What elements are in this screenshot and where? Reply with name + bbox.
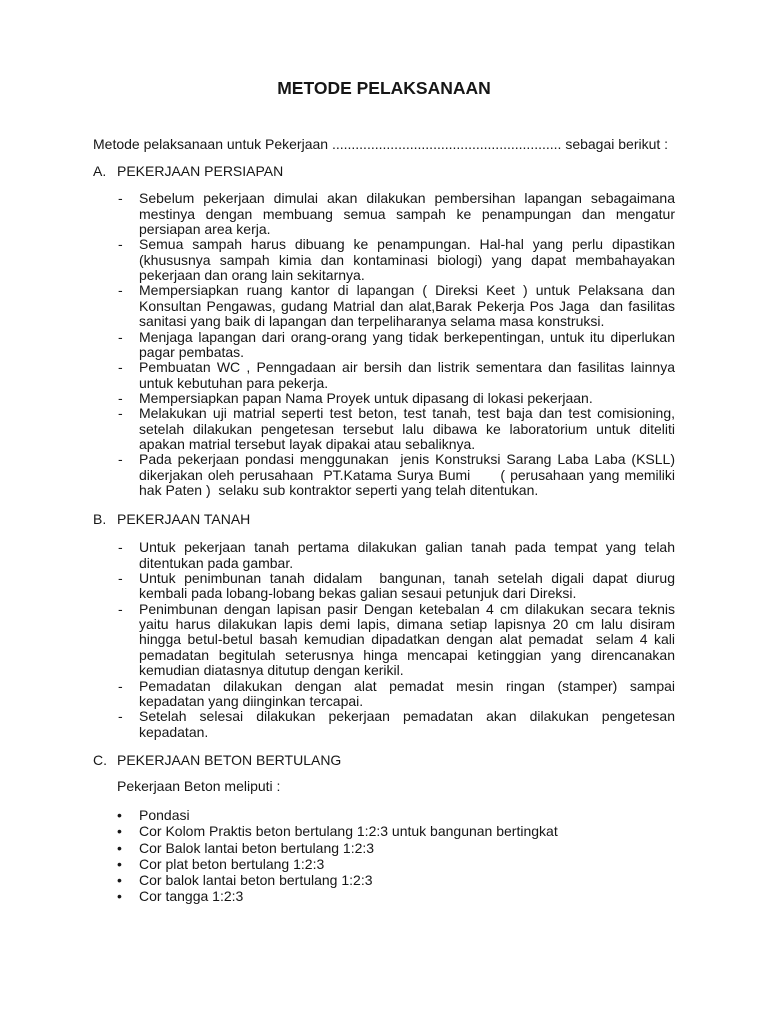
dash-marker: - (118, 236, 123, 253)
item-line: Melakukan uji matrial seperti test beton, test tanah, test baja dan test comisioning, (139, 405, 675, 422)
list-item (118, 405, 675, 453)
bullet-text: Cor tangga 1:2:3 (139, 888, 244, 905)
section-b-list (118, 539, 675, 740)
bullet-marker: • (117, 823, 122, 840)
dash-marker: - (118, 539, 123, 556)
item-line: kemudian diatasnya ditutup dengan kerikil. (139, 662, 404, 679)
item-line: hingga betul-betul basah kemudian dipadatkan dengan alat pemadat selam 4 kali (139, 631, 675, 648)
list-item (118, 451, 675, 499)
list-item (118, 389, 675, 406)
bullet-marker: • (117, 872, 122, 889)
item-line: (khususnya sampah kimia dan kontaminasi biologi) yang dapat membahayakan (139, 251, 675, 268)
item-line: sanitasi yang baik di lapangan dan terpeliharanya selama masa konstruksi. (139, 313, 605, 330)
dash-marker: - (118, 328, 123, 345)
item-line: Penimbunan dengan lapisan pasir Dengan ketebalan 4 cm dilakukan secara teknis (139, 600, 675, 617)
dash-marker: - (118, 600, 123, 617)
document-title: METODE PELAKSANAAN (277, 78, 491, 98)
item-line: yaitu harus dilakukan lapis demi lapis, dimana setiap lapisnya 20 cm lalu disiram (139, 616, 675, 633)
bullet-item (117, 839, 675, 856)
section-heading-c (93, 753, 341, 768)
list-item (118, 359, 675, 391)
bullet-marker: • (117, 855, 122, 872)
section-title: PEKERJAAN TANAH (117, 511, 251, 528)
list-item (118, 570, 675, 602)
bullet-text: Cor balok lantai beton bertulang 1:2:3 (139, 872, 373, 889)
section-heading-a (93, 164, 283, 179)
item-line: mestinya dengan membuang semua sampah ke penampungan dan mengatur (139, 205, 675, 222)
item-line: pemadatan begitulah seterusnya hinga mencapai ketinggian yang direncanakan (139, 646, 675, 663)
item-line: apakan matrial tersebut layak dipakai atau sebaliknya. (139, 436, 476, 453)
item-line: pekerjaan dan orang lain sekitarnya. (139, 267, 365, 284)
bullet-marker: • (117, 807, 122, 824)
intro-line: Metode pelaksanaan untuk Pekerjaan ........................................................... sebagai berikut : (93, 136, 669, 153)
bullet-item (117, 872, 675, 889)
item-line: kepadatan. (139, 723, 209, 740)
item-line: Pada pekerjaan pondasi menggunakan jenis Konstruksi Sarang Laba Laba (KSLL) (139, 451, 675, 468)
section-title: PEKERJAAN PERSIAPAN (117, 163, 284, 180)
section-letter: A. (93, 163, 107, 180)
bullet-item (117, 855, 675, 872)
list-item (118, 236, 675, 284)
dash-marker: - (118, 282, 123, 299)
item-line: hak Paten ) selaku sub kontraktor seperti yang telah ditentukan. (139, 482, 539, 499)
section-letter: C. (93, 752, 107, 769)
item-line: Pemadatan dilakukan dengan alat pemadat mesin ringan (stamper) sampai (139, 677, 675, 694)
item-line: Untuk penimbunan tanah didalam bangunan, tanah setelah digali dapat diurug (139, 570, 675, 587)
bullet-marker: • (117, 839, 122, 856)
item-line: Setelah selesai dilakukan pekerjaan pemadatan akan dilakukan pengetesan (139, 708, 675, 725)
dash-marker: - (118, 570, 123, 587)
dash-marker: - (118, 451, 123, 468)
section-heading-b (93, 512, 250, 527)
bullet-text: Cor Kolom Praktis beton bertulang 1:2:3 untuk bangunan bertingkat (139, 823, 558, 840)
bullet-item (117, 807, 675, 824)
item-line: persiapan area kerja. (139, 221, 271, 238)
item-line: pagar pembatas. (139, 343, 245, 360)
list-item (118, 708, 675, 740)
item-line: Konsultan Pengawas, gudang Matrial dan alat,Barak Pekerja Pos Jaga dan fasilitas (139, 297, 675, 314)
item-line: Mempersiapkan ruang kantor di lapangan ( Direksi Keet ) untuk Pelaksana dan (139, 282, 675, 299)
item-line: ditentukan pada gambar. (139, 554, 294, 571)
list-item (118, 677, 675, 710)
bullet-marker: • (117, 888, 122, 905)
bullet-item (117, 823, 675, 840)
item-line: Mempersiapkan papan Nama Proyek untuk dipasang di lokasi pekerjaan. (139, 389, 593, 406)
item-line: Sebelum pekerjaan dimulai akan dilakukan pembersihan lapangan sebagaimana (139, 190, 675, 207)
list-item (118, 282, 675, 330)
bullet-text: Pondasi (139, 807, 190, 824)
item-line: kepadatan yang diinginkan tercapai. (139, 692, 364, 709)
bullet-text: Cor plat beton bertulang 1:2:3 (139, 855, 325, 872)
section-a-list (118, 190, 675, 499)
list-item (118, 328, 675, 361)
item-line: untuk kebutuhan para pekerja. (139, 374, 329, 391)
item-line: Untuk pekerjaan tanah pertama dilakukan galian tanah pada tempat yang telah (139, 539, 675, 556)
dash-marker: - (118, 677, 123, 694)
section-intro: Pekerjaan Beton meliputi : (117, 778, 281, 795)
dash-marker: - (118, 389, 123, 406)
item-line: Semua sampah harus dibuang ke penampungan. Hal-hal yang perlu dipastikan (139, 236, 675, 253)
bullet-item (117, 888, 675, 905)
section-c-bullet-list (117, 807, 675, 905)
section-letter: B. (93, 511, 107, 528)
dash-marker: - (118, 405, 123, 422)
dash-marker: - (118, 359, 123, 376)
item-line: Pembuatan WC , Penngadaan air bersih dan listrik sementara dan fasilitas lainnya (139, 359, 675, 376)
item-line: setelah dilakukan pengetesan tersebut lalu dibawa ke laboratorium untuk diteliti (139, 420, 675, 437)
dash-marker: - (118, 708, 123, 725)
dash-marker: - (118, 190, 123, 207)
list-item (118, 539, 675, 571)
list-item (118, 190, 675, 238)
section-title: PEKERJAAN BETON BERTULANG (117, 752, 342, 769)
item-line: kembali pada lobang-lobang bekas galian sesaui petunjuk dari Direksi. (139, 585, 577, 602)
bullet-text: Cor Balok lantai beton bertulang 1:2:3 (139, 839, 375, 856)
item-line: Menjaga lapangan dari orang-orang yang tidak berkepentingan, untuk itu diperlukan (139, 328, 675, 345)
item-line: dikerjakan oleh perusahaan PT.Katama Surya Bumi ( perusahaan yang memiliki (139, 466, 675, 483)
list-item (118, 600, 675, 679)
